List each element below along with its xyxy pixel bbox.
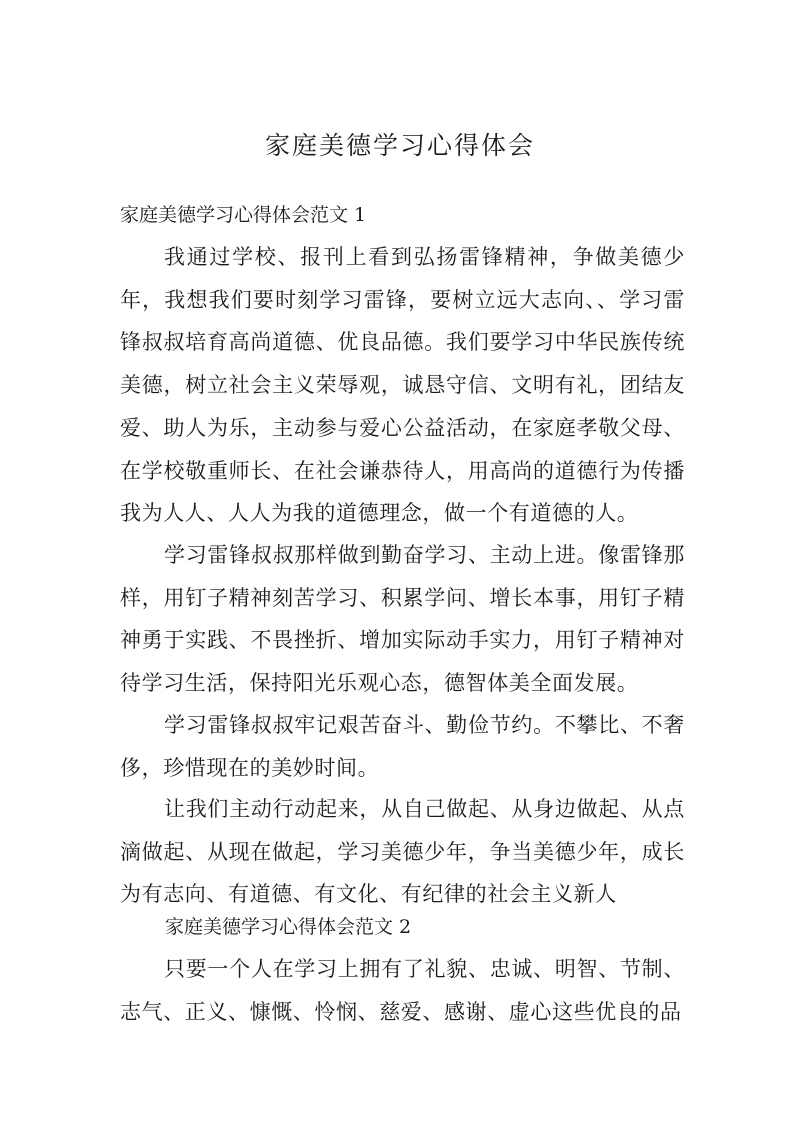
section-1-paragraph-4: 让我们主动行动起来，从自己做起、从身边做起、从点滴做起、从现在做起，学习美德少年，争当美德少年，成长为有志向、有道德、有文化、有纪律的社会主义新人: [120, 797, 685, 907]
section-2-heading: 家庭美德学习心得体会范文 2: [165, 916, 412, 938]
section-1-paragraph-3: 学习雷锋叔叔牢记艰苦奋斗、勤俭节约。不攀比、不奢侈，珍惜现在的美妙时间。: [120, 713, 685, 780]
section-1-heading: 家庭美德学习心得体会范文 1: [120, 204, 367, 226]
section-1-paragraph-1: 我通过学校、报刊上看到弘扬雷锋精神，争做美德少年，我想我们要时刻学习雷锋，要树立远大志向、、学习雷锋叔叔培育高尚道德、优良品德。我们要学习中华民族传统美德，树立社会主义荣辱观，诚恳守信、文明有礼，团结友爱、助人为乐，主动参与爱心公益活动，在家庭孝敬父母、在学校敬重师长、在社会谦恭待人，用高尚的道德行为传播我为人人、人人为我的道德理念，做一个有道德的人。: [120, 245, 685, 526]
section-2-paragraph-1: 只要一个人在学习上拥有了礼貌、忠诚、明智、节制、志气、正义、慷慨、怜悯、慈爱、感谢、虚心这些优良的品: [120, 957, 685, 1024]
document-title: 家庭美德学习心得体会: [264, 131, 535, 160]
section-1-paragraph-2: 学习雷锋叔叔那样做到勤奋学习、主动上进。像雷锋那样，用钉子精神刻苦学习、积累学问、增长本事，用钉子精神勇于实践、不畏挫折、增加实际动手实力，用钉子精神对待学习生活，保持阳光乐观心态，德智体美全面发展。: [120, 543, 685, 696]
